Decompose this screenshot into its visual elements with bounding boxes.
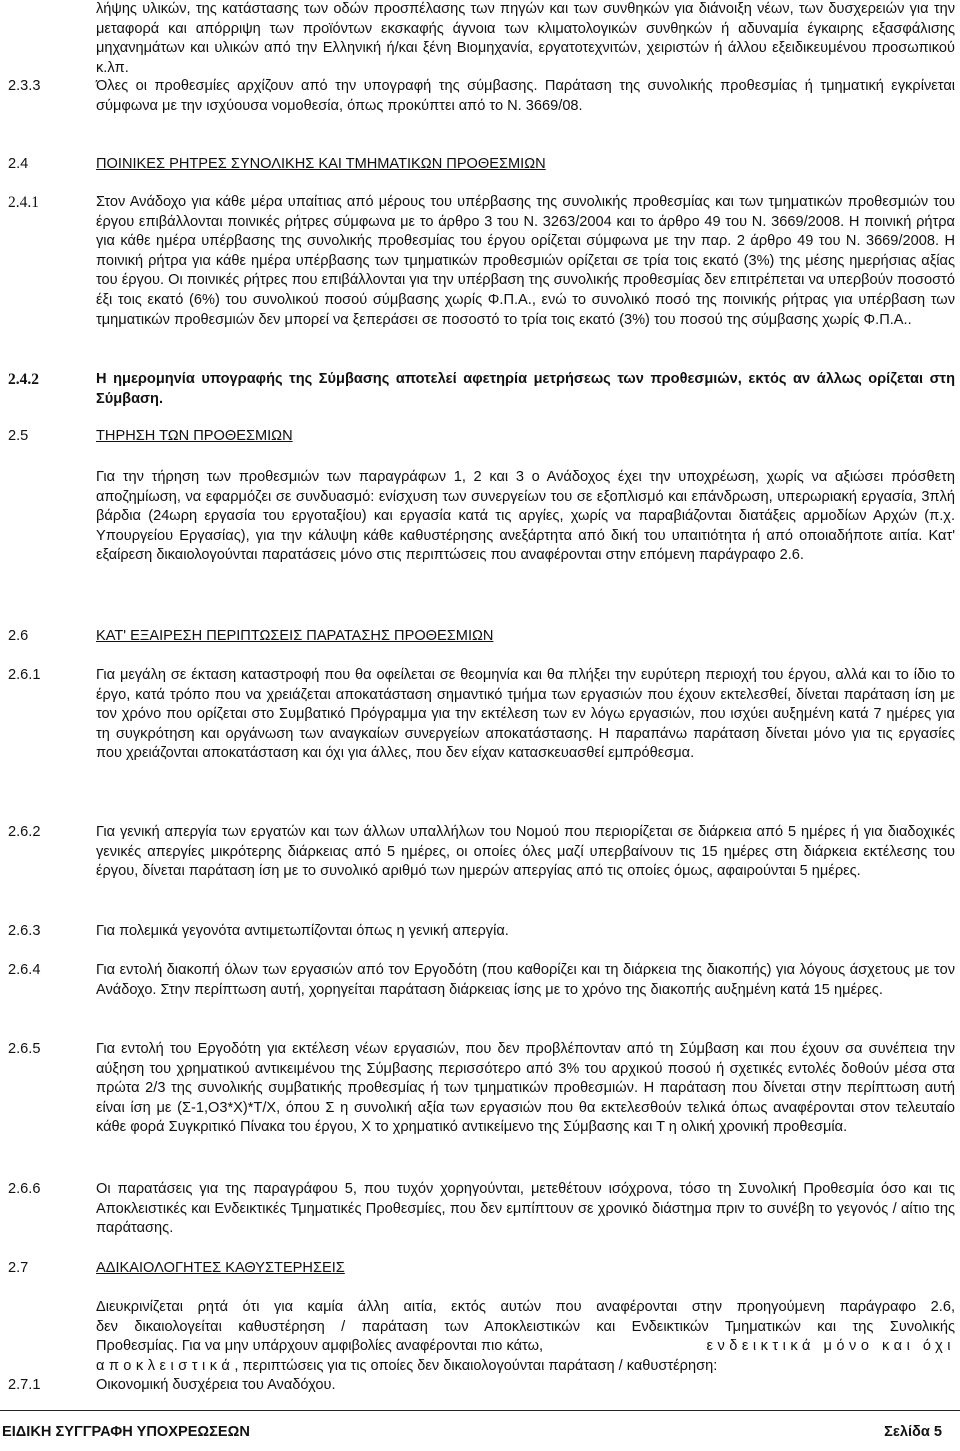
text-run-spaced: ενδεικτικά μόνο και όχι: [706, 1338, 955, 1355]
section-number: 2.6.5: [8, 1041, 41, 1057]
section-text: Οικονομική δυσχέρεια του Αναδόχου.: [96, 1377, 336, 1393]
section-text: Όλες οι προθεσμίες αρχίζουν από την υπογραφή της σύμβασης. Παράταση της συνολικής προθεσμίας ή τμηματική εγκρίνεται σύμφωνα με την ισχύουσα νομοθεσία, όπως προκύπτει από το Ν. 3669/08.: [96, 78, 955, 114]
section-text: Στον Ανάδοχο για κάθε μέρα υπαίτιας από μέρους του υπέρβασης της συνολικής προθεσμίας και των τμηματικών προθεσμιών του έργου επιβάλλονται ποινικές ρήτρες σύμφωνα με το άρθρο 3 του Ν. 3263/2004 και το άρθρο 49 του Ν. 3669/2008. Η ποινική ρήτρα για κάθε ημέρα υπέρβασης της συνολικής προθεσμίας του έργου ορίζεται σύμφωνα με την παρ. 2 άρθρο 49 του Ν. 3669/2008. Η ποινική ρήτρα για κάθε ημέρα υπέρβασης των τμηματικών προθεσμιών ορίζεται σε τρία τοις εκατό (3%) της μέσης ημερήσιας αξίας του έργου. Οι ποινικές ρήτρες που επιβάλλονται για την υπέρβαση της συνολικής προθεσμίας δεν επιτρέπεται να υπερβούν ποσοστό έξι τοις εκατό (6%) του συνολικού ποσού σύμβασης χωρίς Φ.Π.Α., ενώ το συνολικό ποσό της ποινικής ρήτρας για υπέρβαση των τμηματικών προθεσμιών δεν μπορεί να ξεπεράσει σε ποσοστό το τρία τοις εκατό (3%) του ποσού της σύμβασης χωρίς Φ.Π.Α..: [96, 194, 955, 328]
section-text: Για πολεμικά γεγονότα αντιμετωπίζονται όπως η γενική απεργία.: [96, 923, 509, 939]
section-text: Για εντολή του Εργοδότη για εκτέλεση νέων εργασιών, που δεν προβλέπονταν από τη Σύμβαση και που έχουν σα συνέπεια την αύξηση του χρηματικού αντικειμένου της Σύμβασης περισσότερο από 3% του αρχικού ποσού ή σχετικές εντολές δοθούν μέσα στα πρώτα 2/3 της συνολικής συμβατικής προθεσμίας ή των τμηματικών προθεσμιών. Η παράταση που δίνεται στην περίπτωση αυτή είναι ίση με (Σ-1,Ο3*Χ)*Τ/Χ, όπου Σ η συνολική αξία των εργασιών που θα εκτελεσθούν τελικά όπως αναφέρονται στον τελευταίο κάθε φορά Συγκριτικό Πίνακα του έργου, Χ το χρηματικό αντικείμενο της Σύμβασης και Τ η ολική χρονική προθεσμία.: [96, 1041, 955, 1136]
section-text-line: [96, 1357, 955, 1377]
section-title: ΤΗΡΗΣΗ ΤΩΝ ΠΡΟΘΕΣΜΙΩΝ: [96, 428, 293, 444]
section-text-line: Διευκρινίζεται ρητά ότι για καμία άλλη αιτία, εκτός αυτών που αναφέρονται στην προηγούμενη παράγραφο 2.6,: [96, 1299, 955, 1315]
section-number: 2.6.1: [8, 667, 41, 683]
page-footer: [0, 1410, 960, 1445]
section-number: 2.7.1: [8, 1377, 41, 1393]
section-title: ΚΑΤ' ΕΞΑΙΡΕΣΗ ΠΕΡΙΠΤΩΣΕΙΣ ΠΑΡΑΤΑΣΗΣ ΠΡΟΘΕΣΜΙΩΝ: [96, 628, 494, 644]
section-number: 2.4.2: [8, 371, 39, 388]
section-text: Για γενική απεργία των εργατών και των άλλων υπαλλήλων του Νομού που περιορίζεται σε διάρκεια από 5 ημέρες ή για διαδοχικές γενικές απεργίες μικρότερης διάρκειας από 5 ημέρες, οι οποίες όλες μαζί υπερβαίνουν τις 15 ημέρες στη διάρκεια εκτέλεσης του έργου, δίνεται παράταση ίση με το συνολικό αριθμό των ημερών απεργίας από τις οποίες όμως, αφαιρούνται 5 ημέρες.: [96, 824, 955, 880]
section-number: 2.6.4: [8, 962, 41, 978]
section-number: 2.6.6: [8, 1181, 41, 1197]
section-number: 2.6.3: [8, 923, 41, 939]
section-number: 2.6: [8, 628, 29, 644]
text-run-spaced: αποκλειστικά: [96, 1357, 235, 1374]
text-run: , περιπτώσεις για τις οποίες δεν δικαιολογούνται παράταση / καθυστέρηση:: [234, 1357, 718, 1374]
section-title: ΠΟΙΝΙΚΕΣ ΡΗΤΡΕΣ ΣΥΝΟΛΙΚΗΣ ΚΑΙ ΤΜΗΜΑΤΙΚΩΝ ΠΡΟΘΕΣΜΙΩΝ: [96, 156, 546, 172]
section-number: 2.7: [8, 1260, 29, 1276]
section-number: 2.5: [8, 428, 29, 444]
footer-page-number: Σελίδα 5: [884, 1424, 942, 1440]
section-number: 2.4.1: [8, 194, 39, 211]
section-text-line: [96, 1337, 955, 1357]
section-text: Οι παρατάσεις για της παραγράφου 5, που τυχόν χορηγούνται, μετεθέτουν ισόχρονα, τόσο τη Συνολική Προθεσμία όσο και τις Αποκλειστικές και Ενδεικτικές Τμηματικές Προθεσμίες, που δεν εμπίπτουν σε χρονικό διάστημα πριν το συνέβη το γεγονός / αίτιο της παράτασης.: [96, 1181, 955, 1237]
footer-document-title: ΕΙΔΙΚΗ ΣΥΓΓΡΑΦΗ ΥΠΟΧΡΕΩΣΕΩΝ: [2, 1424, 250, 1440]
section-number: 2.3.3: [8, 78, 41, 94]
section-number: 2.4: [8, 156, 29, 172]
section-text: Για εντολή διακοπή όλων των εργασιών από τον Εργοδότη (που καθορίζει και τη διάρκεια της διακοπής) για λόγους άσχετους με τον Ανάδοχο. Στην περίπτωση αυτή, χορηγείται παράταση διάρκειας ίσης με το χρόνο της διακοπής αυξημένη κατά 15 ημέρες.: [96, 962, 955, 998]
section-text: Για μεγάλη σε έκταση καταστροφή που θα οφείλεται σε θεομηνία και θα πλήξει την ευρύτερη περιοχή του έργου, αλλά και το ίδιο το έργο, κατά τρόπο που να χρειάζεται αποκατάσταση σημαντικό τμήμα των εργασιών που έχουν εκτελεσθεί, δίνεται παράταση ίση με τον χρόνο που ορίζεται στο Συμβατικό Πρόγραμμα για την εκτέλεση των εν λόγω εργασιών, που ισχύει αυξημένη κατά 7 ημέρες για τη συγκρότηση και οργάνωση των αναγκαίων συνεργείων αποκατάστασης. Η παραπάνω παράταση δίνεται μόνο για τις εργασίες που χρειάζονται αποκατάσταση και όχι για άλλες, που δεν είχαν κατασκευασθεί εμπρόθεσμα.: [96, 667, 955, 762]
intro-text: λήψης υλικών, της κατάστασης των οδών προσπέλασης των πηγών και των συνθηκών για διάνοιξη νέων, των δυσχερειών για την μεταφορά και απόρριψη των προϊόντων εκσκαφής άγνοια των κλιματολογικών συνθηκών ή αδυναμία έγκαιρης εξασφάλισης μηχανημάτων και υλικών από την Ελληνική ή/και ξένη Βιομηχανία, εργατοτεχνιτών, χειριστών ή άλλου εξειδικευμένου προσωπικού κ.λπ.: [96, 1, 955, 76]
section-title: ΑΔΙΚΑΙΟΛΟΓΗΤΕΣ ΚΑΘΥΣΤΕΡΗΣΕΙΣ: [96, 1260, 345, 1276]
section-text: Η ημερομηνία υπογραφής της Σύμβασης αποτελεί αφετηρία μετρήσεως των προθεσμιών, εκτός αν άλλως ορίζεται στη Σύμβαση.: [96, 371, 955, 407]
section-text-line: δεν δικαιολογείται καθυστέρηση / παράταση των Αποκλειστικών και Ενδεικτικών Τμηματικών και της Συνολικής: [96, 1318, 955, 1335]
section-text: Για την τήρηση των προθεσμιών των παραγράφων 1, 2 και 3 ο Ανάδοχος έχει την υποχρέωση, χωρίς να αξιώσει πρόσθετη αποζημίωση, να εφαρμόζει σε συνδυασμό: ενίσχυση των συνεργείων του σε εξοπλισμό και επάνδρωση, υπερωριακή εργασία, 3πλή βάρδια (24ωρη εργασία του εργοταξίου) και εργασία κατά τις αργίες, χωρίς να παραβιάζονται διατάξεις αρμοδίων Αρχών (π.χ. Υπουργείου Εργασίας), για την κάλυψη κάθε καθυστέρησης ανεξάρτητα από δική του υπαιτιότητα ή από οποιαδήποτε αιτία. Κατ' εξαίρεση δικαιολογούνται παρατάσεις μόνο στις περιπτώσεις που αναφέρονται στην επόμενη παράγραφο 2.6.: [96, 469, 955, 564]
text-run: Προθεσμίας. Για να μην υπάρχουν αμφιβολίες αναφέρονται πιο κάτω,: [96, 1338, 544, 1355]
section-number: 2.6.2: [8, 824, 41, 840]
